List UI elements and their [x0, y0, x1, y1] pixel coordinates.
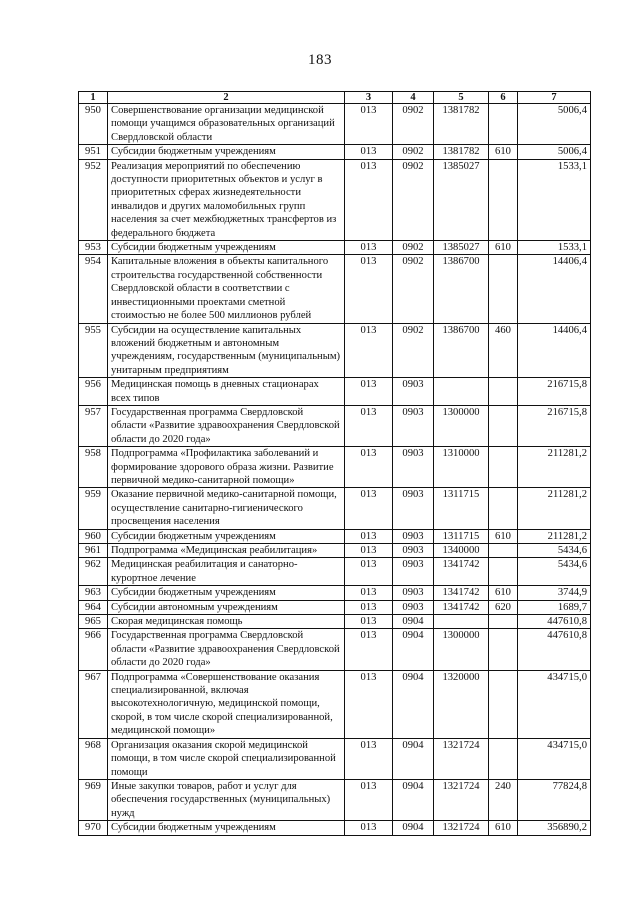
section-code-cell: 0902 — [393, 104, 434, 145]
table-row — [79, 821, 591, 835]
item-name-cell: Капитальные вложения в объекты капитального строительства государственной собственности Свердловской области в соответствии с инвестиционными проектами сметной стоимостью не более 500 миллионов рублей — [108, 255, 345, 323]
target-article-cell: 1321724 — [434, 821, 489, 835]
ministry-code-cell: 013 — [345, 488, 393, 529]
item-name-cell: Субсидии бюджетным учреждениям — [108, 529, 345, 543]
target-article-cell: 1300000 — [434, 405, 489, 446]
table-row — [79, 738, 591, 779]
table-row — [79, 447, 591, 488]
expense-type-cell — [489, 447, 518, 488]
target-article-cell: 1340000 — [434, 544, 489, 558]
amount-cell: 216715,8 — [518, 378, 591, 406]
amount-cell: 211281,2 — [518, 488, 591, 529]
row-number-cell: 967 — [79, 670, 108, 738]
table-row — [79, 529, 591, 543]
row-number-cell: 970 — [79, 821, 108, 835]
amount-cell: 14406,4 — [518, 255, 591, 323]
ministry-code-cell: 013 — [345, 255, 393, 323]
row-number-cell: 956 — [79, 378, 108, 406]
row-number-cell: 969 — [79, 779, 108, 820]
table-row — [79, 241, 591, 255]
section-code-cell: 0902 — [393, 241, 434, 255]
row-number-cell: 950 — [79, 104, 108, 145]
section-code-cell: 0902 — [393, 159, 434, 240]
table-row — [79, 104, 591, 145]
target-article-cell: 1385027 — [434, 241, 489, 255]
table-row — [79, 544, 591, 558]
row-number-cell: 952 — [79, 159, 108, 240]
item-name-cell: Подпрограмма «Совершенствование оказания специализированной, включая высокотехнологичную, медицинской помощи, скорой, в том числе скорой специализированной, медицинской помощи» — [108, 670, 345, 738]
ministry-code-cell: 013 — [345, 145, 393, 159]
row-number-cell: 957 — [79, 405, 108, 446]
target-article-cell: 1321724 — [434, 738, 489, 779]
expense-type-cell — [489, 558, 518, 586]
target-article-cell: 1310000 — [434, 447, 489, 488]
amount-cell: 3744,9 — [518, 586, 591, 600]
expense-type-cell — [489, 738, 518, 779]
row-number-cell: 959 — [79, 488, 108, 529]
ministry-code-cell: 013 — [345, 615, 393, 629]
ministry-code-cell: 013 — [345, 821, 393, 835]
item-name-cell: Подпрограмма «Профилактика заболеваний и формирование здорового образа жизни. Развитие первичной медико-санитарной помощи» — [108, 447, 345, 488]
table-row — [79, 670, 591, 738]
expense-type-cell: 620 — [489, 600, 518, 614]
target-article-cell: 1381782 — [434, 145, 489, 159]
column-header: 7 — [518, 92, 591, 104]
item-name-cell: Государственная программа Свердловской области «Развитие здравоохранения Свердловской области до 2020 года» — [108, 405, 345, 446]
item-name-cell: Совершенствование организации медицинской помощи учащимся образовательных организаций Свердловской области — [108, 104, 345, 145]
expense-type-cell — [489, 405, 518, 446]
target-article-cell: 1341742 — [434, 600, 489, 614]
amount-cell: 1533,1 — [518, 159, 591, 240]
target-article-cell: 1300000 — [434, 629, 489, 670]
amount-cell: 211281,2 — [518, 529, 591, 543]
target-article-cell: 1341742 — [434, 558, 489, 586]
ministry-code-cell: 013 — [345, 779, 393, 820]
amount-cell: 1689,7 — [518, 600, 591, 614]
ministry-code-cell: 013 — [345, 738, 393, 779]
ministry-code-cell: 013 — [345, 405, 393, 446]
row-number-cell: 951 — [79, 145, 108, 159]
target-article-cell: 1311715 — [434, 488, 489, 529]
expense-type-cell: 610 — [489, 241, 518, 255]
ministry-code-cell: 013 — [345, 670, 393, 738]
section-code-cell: 0904 — [393, 670, 434, 738]
ministry-code-cell: 013 — [345, 104, 393, 145]
expense-type-cell: 610 — [489, 821, 518, 835]
section-code-cell: 0902 — [393, 145, 434, 159]
table-row — [79, 629, 591, 670]
table-row — [79, 558, 591, 586]
amount-cell: 447610,8 — [518, 629, 591, 670]
budget-table — [78, 91, 591, 836]
amount-cell: 5434,6 — [518, 558, 591, 586]
item-name-cell: Субсидии бюджетным учреждениям — [108, 821, 345, 835]
expense-type-cell: 610 — [489, 586, 518, 600]
column-header: 1 — [79, 92, 108, 104]
amount-cell: 5434,6 — [518, 544, 591, 558]
item-name-cell: Медицинская реабилитация и санаторно-курортное лечение — [108, 558, 345, 586]
expense-type-cell — [489, 488, 518, 529]
expense-type-cell — [489, 544, 518, 558]
section-code-cell: 0904 — [393, 821, 434, 835]
target-article-cell: 1386700 — [434, 323, 489, 378]
ministry-code-cell: 013 — [345, 629, 393, 670]
target-article-cell: 1311715 — [434, 529, 489, 543]
target-article-cell: 1341742 — [434, 586, 489, 600]
item-name-cell: Медицинская помощь в дневных стационарах всех типов — [108, 378, 345, 406]
item-name-cell: Государственная программа Свердловской области «Развитие здравоохранения Свердловской области до 2020 года» — [108, 629, 345, 670]
expense-type-cell: 240 — [489, 779, 518, 820]
table-row — [79, 323, 591, 378]
expense-type-cell — [489, 629, 518, 670]
ministry-code-cell: 013 — [345, 447, 393, 488]
section-code-cell: 0903 — [393, 405, 434, 446]
section-code-cell: 0904 — [393, 629, 434, 670]
item-name-cell: Оказание первичной медико-санитарной помощи, осуществление санитарно-гигиенического просвещения населения — [108, 488, 345, 529]
row-number-cell: 961 — [79, 544, 108, 558]
expense-type-cell — [489, 104, 518, 145]
target-article-cell: 1385027 — [434, 159, 489, 240]
row-number-cell: 954 — [79, 255, 108, 323]
item-name-cell: Субсидии бюджетным учреждениям — [108, 145, 345, 159]
item-name-cell: Субсидии бюджетным учреждениям — [108, 241, 345, 255]
section-code-cell: 0904 — [393, 738, 434, 779]
target-article-cell: 1381782 — [434, 104, 489, 145]
section-code-cell: 0903 — [393, 529, 434, 543]
ministry-code-cell: 013 — [345, 323, 393, 378]
ministry-code-cell: 013 — [345, 600, 393, 614]
section-code-cell: 0903 — [393, 544, 434, 558]
column-header: 3 — [345, 92, 393, 104]
target-article-cell: 1321724 — [434, 779, 489, 820]
target-article-cell: 1386700 — [434, 255, 489, 323]
page-number: 183 — [308, 52, 332, 68]
amount-cell: 447610,8 — [518, 615, 591, 629]
item-name-cell: Подпрограмма «Медицинская реабилитация» — [108, 544, 345, 558]
item-name-cell: Скорая медицинская помощь — [108, 615, 345, 629]
ministry-code-cell: 013 — [345, 241, 393, 255]
amount-cell: 211281,2 — [518, 447, 591, 488]
row-number-cell: 966 — [79, 629, 108, 670]
expense-type-cell — [489, 615, 518, 629]
target-article-cell — [434, 378, 489, 406]
section-code-cell: 0904 — [393, 615, 434, 629]
section-code-cell: 0902 — [393, 255, 434, 323]
item-name-cell: Субсидии автономным учреждениям — [108, 600, 345, 614]
row-number-cell: 953 — [79, 241, 108, 255]
column-header: 2 — [108, 92, 345, 104]
expense-type-cell — [489, 378, 518, 406]
item-name-cell: Субсидии бюджетным учреждениям — [108, 586, 345, 600]
row-number-cell: 965 — [79, 615, 108, 629]
amount-cell: 5006,4 — [518, 145, 591, 159]
target-article-cell: 1320000 — [434, 670, 489, 738]
table-row — [79, 615, 591, 629]
section-code-cell: 0903 — [393, 488, 434, 529]
column-header: 4 — [393, 92, 434, 104]
ministry-code-cell: 013 — [345, 558, 393, 586]
amount-cell: 14406,4 — [518, 323, 591, 378]
expense-type-cell — [489, 159, 518, 240]
section-code-cell: 0903 — [393, 586, 434, 600]
expense-type-cell: 460 — [489, 323, 518, 378]
amount-cell: 434715,0 — [518, 738, 591, 779]
table-row — [79, 600, 591, 614]
table-row — [79, 586, 591, 600]
table-row — [79, 378, 591, 406]
row-number-cell: 960 — [79, 529, 108, 543]
row-number-cell: 964 — [79, 600, 108, 614]
ministry-code-cell: 013 — [345, 586, 393, 600]
row-number-cell: 958 — [79, 447, 108, 488]
row-number-cell: 955 — [79, 323, 108, 378]
ministry-code-cell: 013 — [345, 529, 393, 543]
expense-type-cell: 610 — [489, 529, 518, 543]
section-code-cell: 0904 — [393, 779, 434, 820]
item-name-cell: Организация оказания скорой медицинской помощи, в том числе скорой специализированной помощи — [108, 738, 345, 779]
table-row — [79, 145, 591, 159]
table-row — [79, 255, 591, 323]
table-row — [79, 159, 591, 240]
ministry-code-cell: 013 — [345, 159, 393, 240]
row-number-cell: 968 — [79, 738, 108, 779]
header-row — [79, 92, 591, 104]
amount-cell: 1533,1 — [518, 241, 591, 255]
section-code-cell: 0903 — [393, 558, 434, 586]
amount-cell: 356890,2 — [518, 821, 591, 835]
section-code-cell: 0903 — [393, 378, 434, 406]
section-code-cell: 0902 — [393, 323, 434, 378]
item-name-cell: Субсидии на осуществление капитальных вложений бюджетным и автономным учреждениям, государственным (муниципальным) унитарным предприятиям — [108, 323, 345, 378]
expense-type-cell — [489, 255, 518, 323]
ministry-code-cell: 013 — [345, 378, 393, 406]
table-row — [79, 488, 591, 529]
row-number-cell: 962 — [79, 558, 108, 586]
expense-type-cell: 610 — [489, 145, 518, 159]
item-name-cell: Иные закупки товаров, работ и услуг для обеспечения государственных (муниципальных) нужд — [108, 779, 345, 820]
item-name-cell: Реализация мероприятий по обеспечению доступности приоритетных объектов и услуг в приоритетных сферах жизнедеятельности инвалидов и других маломобильных групп населения за счет межбюджетных трансфертов из федерального бюджета — [108, 159, 345, 240]
table-row — [79, 405, 591, 446]
amount-cell: 77824,8 — [518, 779, 591, 820]
amount-cell: 216715,8 — [518, 405, 591, 446]
column-header: 5 — [434, 92, 489, 104]
row-number-cell: 963 — [79, 586, 108, 600]
amount-cell: 5006,4 — [518, 104, 591, 145]
column-header: 6 — [489, 92, 518, 104]
expense-type-cell — [489, 670, 518, 738]
ministry-code-cell: 013 — [345, 544, 393, 558]
section-code-cell: 0903 — [393, 600, 434, 614]
target-article-cell — [434, 615, 489, 629]
amount-cell: 434715,0 — [518, 670, 591, 738]
section-code-cell: 0903 — [393, 447, 434, 488]
table-row — [79, 779, 591, 820]
